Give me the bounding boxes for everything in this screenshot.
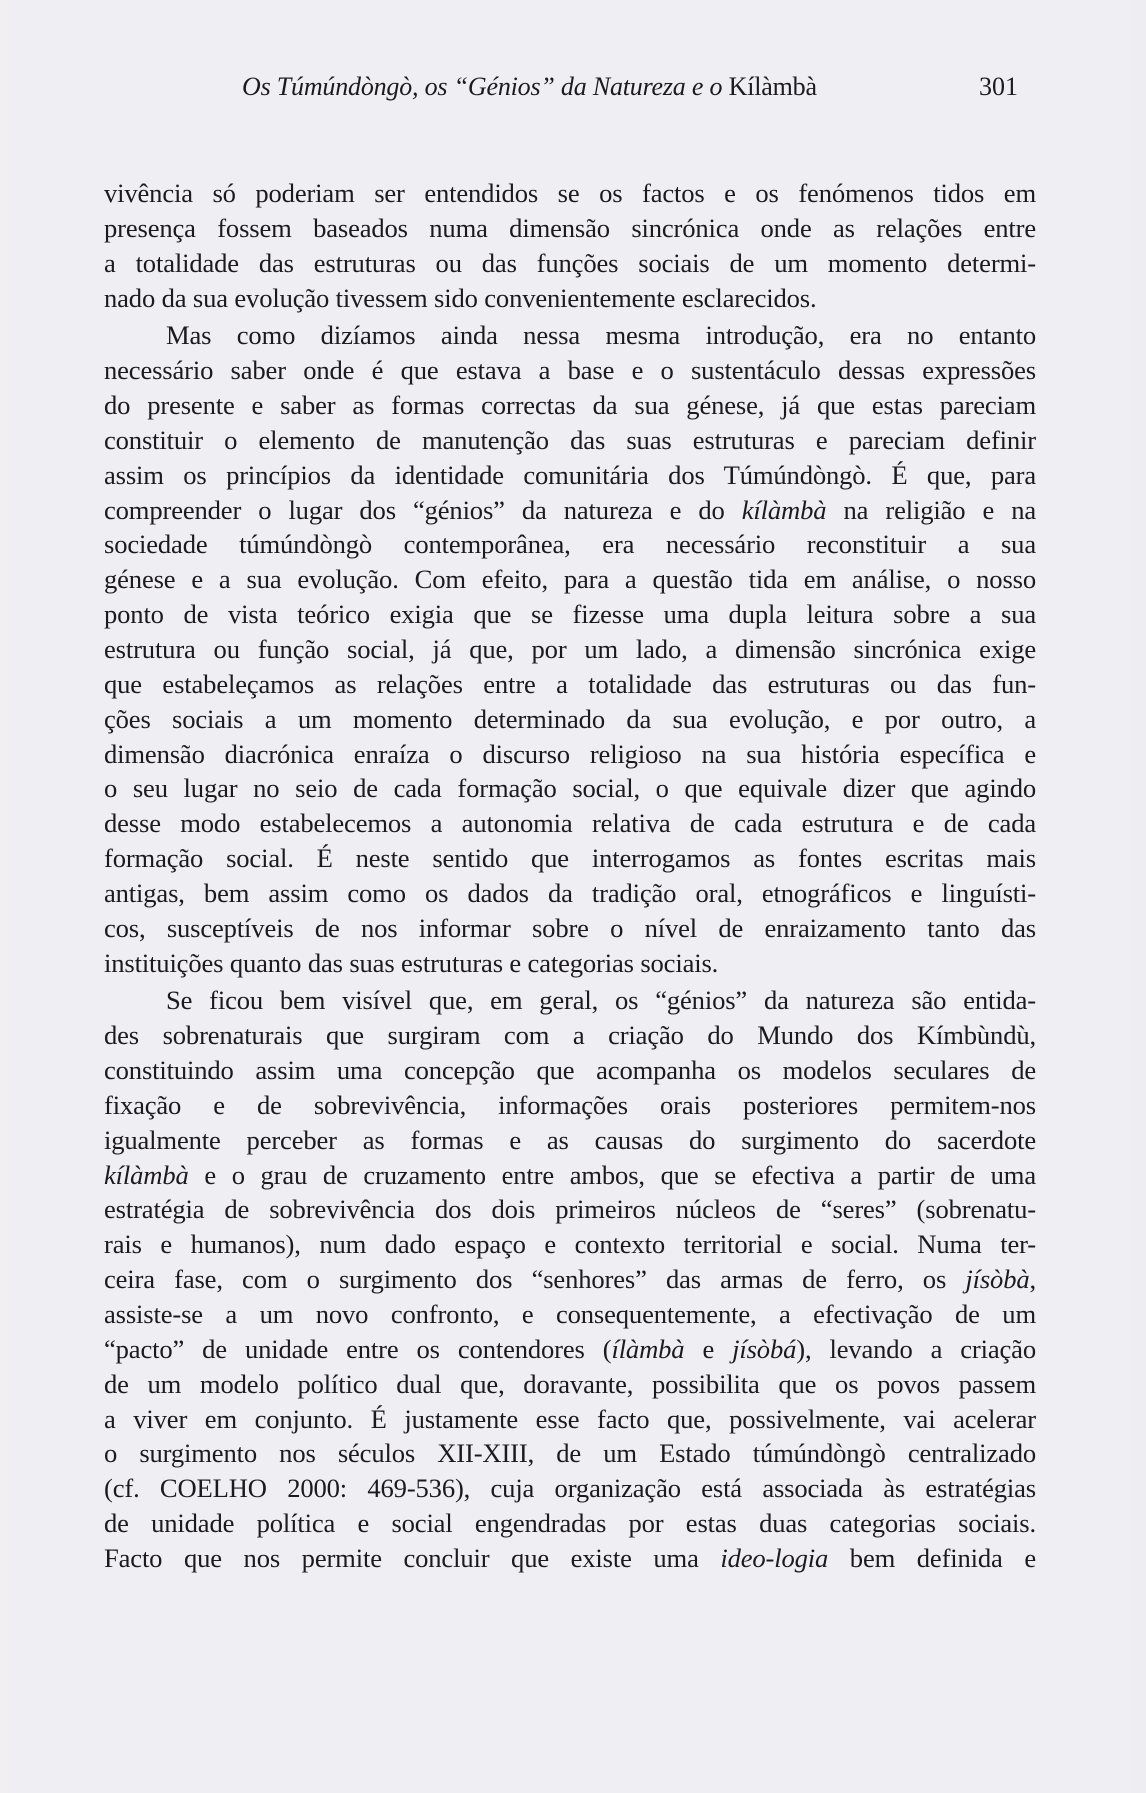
text-segment: de unidade política e social engendradas por estas duas categorias sociais.	[104, 1508, 1036, 1539]
text-segment: assiste-se a um novo confronto, e consequentemente, a efectivação de um	[104, 1299, 1036, 1329]
text-segment: e o grau de cruzamento entre ambos, que se efectiva a partir de uma	[188, 1159, 1036, 1190]
body-text	[104, 176, 1036, 1576]
text-line	[104, 493, 1036, 528]
text-line	[104, 737, 1036, 772]
text-line	[104, 632, 1036, 667]
running-title-upright: Kílàmbà	[728, 72, 817, 101]
text-line	[104, 983, 1036, 1018]
text-segment: dimensão diacrónica enraíza o discurso religioso na sua história específica e	[104, 738, 1036, 769]
text-segment: o seu lugar no seio de cada formação social, o que equivale dizer que agindo	[104, 773, 1036, 804]
paragraph	[104, 983, 1036, 1575]
text-line	[104, 1471, 1036, 1506]
text-segment: (cf. COELHO 2000: 469-536), cuja organização está associada às estratégias	[104, 1473, 1036, 1504]
text-segment: estrutura ou função social, já que, por um lado, a dimensão sincrónica exige	[104, 633, 1036, 664]
text-line	[104, 1018, 1036, 1053]
text-segment: necessário saber onde é que estava a base e o sustentáculo dessas expressões	[104, 355, 1036, 386]
text-line	[104, 1192, 1036, 1227]
text-segment: sociedade túmúndòngò contemporânea, era necessário reconstituir a sua	[104, 529, 1036, 560]
text-line	[104, 1227, 1036, 1262]
text-segment: fixação e de sobrevivência, informações orais posteriores permitem-nos	[104, 1089, 1036, 1120]
text-line	[104, 388, 1036, 423]
paragraph	[104, 318, 1036, 980]
text-segment: “pacto” de unidade entre os contendores (	[104, 1333, 612, 1364]
text-line	[104, 911, 1036, 946]
text-line	[104, 1402, 1036, 1437]
text-line	[104, 353, 1036, 388]
running-title-italic: Os Túmúndòngò, os “Génios” da Natureza e o	[242, 72, 729, 101]
text-line	[104, 597, 1036, 632]
text-line	[104, 1436, 1036, 1471]
text-segment: Facto que nos permite concluir que existe uma	[104, 1542, 721, 1573]
text-segment: estratégia de sobrevivência dos dois primeiros núcleos de “seres” (sobrenatu-	[104, 1194, 1036, 1225]
italic-term: kílàmbà	[741, 494, 827, 525]
running-title	[242, 70, 817, 104]
text-line	[104, 562, 1036, 597]
text-segment: igualmente perceber as formas e as causas do surgimento do sacerdote	[104, 1124, 1036, 1155]
text-line	[104, 1262, 1036, 1297]
text-line	[104, 702, 1036, 737]
text-line	[104, 946, 1036, 981]
italic-term: jísòbá	[732, 1333, 797, 1364]
text-segment: do presente e saber as formas correctas da sua génese, já que estas pareciam	[104, 390, 1036, 421]
text-segment: Se ficou bem visível que, em geral, os “génios” da natureza são entida-	[166, 985, 1036, 1016]
text-segment: de um modelo político dual que, doravante, possibilita que os povos passem	[104, 1368, 1036, 1399]
text-segment: o surgimento nos séculos XII-XIII, de um Estado túmúndòngò centralizado	[104, 1438, 1036, 1469]
text-line	[104, 211, 1036, 246]
text-segment: constituir o elemento de manutenção das suas estruturas e pareciam definir	[104, 424, 1036, 455]
text-line	[104, 1541, 1036, 1576]
text-segment: que estabeleçamos as relações entre a totalidade das estruturas ou das fun-	[104, 668, 1036, 699]
text-line	[104, 771, 1036, 806]
text-line	[104, 1053, 1036, 1088]
text-segment: na religião e na	[826, 494, 1036, 525]
text-line	[104, 841, 1036, 876]
page-number: 301	[979, 72, 1018, 101]
text-segment: génese e a sua evolução. Com efeito, para a questão tida em análise, o nosso	[104, 564, 1036, 595]
text-segment: a totalidade das estruturas ou das funções sociais de um momento determi-	[104, 247, 1036, 278]
text-segment: ceira fase, com o surgimento dos “senhores” das armas de ferro, os	[104, 1264, 966, 1295]
text-segment: presença fossem baseados numa dimensão sincrónica onde as relações entre	[104, 212, 1036, 243]
text-line	[104, 458, 1036, 493]
text-line	[104, 806, 1036, 841]
italic-term: ideo-logia	[720, 1542, 829, 1573]
text-segment: desse modo estabelecemos a autonomia relativa de cada estrutura e de cada	[104, 808, 1036, 839]
running-header	[104, 70, 1036, 104]
text-line	[104, 246, 1036, 281]
text-line	[104, 527, 1036, 562]
text-segment: compreender o lugar dos “génios” da natureza e do	[104, 494, 742, 525]
italic-term: ílàmbà	[611, 1333, 685, 1364]
text-segment: vivência só poderiam ser entendidos se os factos e os fenómenos tidos em	[104, 178, 1036, 208]
italic-term: kílàmbà	[104, 1159, 189, 1190]
text-segment: a viver em conjunto. É justamente esse facto que, possivelmente, vai acelerar	[104, 1403, 1036, 1434]
text-segment: ,	[1029, 1264, 1036, 1295]
text-line	[104, 176, 1036, 211]
text-line	[104, 667, 1036, 702]
text-segment: cos, susceptíveis de nos informar sobre o nível de enraizamento tanto das	[104, 912, 1036, 943]
text-segment: formação social. É neste sentido que interrogamos as fontes escritas mais	[104, 843, 1036, 874]
text-segment: Mas como dizíamos ainda nessa mesma introdução, era no entanto	[166, 320, 1036, 351]
text-line	[104, 423, 1036, 458]
text-line	[104, 1297, 1036, 1332]
text-line	[104, 1506, 1036, 1541]
text-segment: ções sociais a um momento determinado da sua evolução, e por outro, a	[104, 703, 1036, 734]
text-segment: nado da sua evolução tivessem sido convenientemente esclarecidos.	[104, 282, 817, 313]
text-line	[104, 281, 1036, 316]
text-segment: rais e humanos), num dado espaço e contexto territorial e social. Numa ter-	[104, 1229, 1036, 1260]
text-segment: e	[684, 1333, 733, 1364]
text-segment: ponto de vista teórico exigia que se fizesse uma dupla leitura sobre a sua	[104, 599, 1036, 630]
text-segment: assim os princípios da identidade comunitária dos Túmúndòngò. É que, para	[104, 459, 1036, 490]
text-segment: des sobrenaturais que surgiram com a criação do Mundo dos Kímbùndù,	[104, 1020, 1036, 1051]
text-line	[104, 1158, 1036, 1193]
text-line	[104, 1088, 1036, 1123]
text-segment: instituições quanto das suas estruturas e categorias sociais.	[104, 947, 719, 978]
italic-term: jísòbà	[965, 1264, 1030, 1295]
text-line	[104, 1367, 1036, 1402]
text-line	[104, 1332, 1036, 1367]
text-segment: antigas, bem assim como os dados da tradição oral, etnográficos e linguísti-	[104, 877, 1036, 908]
text-segment: ), levando a criação	[796, 1333, 1036, 1364]
text-line	[104, 1123, 1036, 1158]
text-line	[104, 876, 1036, 911]
text-line	[104, 318, 1036, 353]
text-segment: bem definida e	[828, 1542, 1036, 1573]
text-segment: constituindo assim uma concepção que acompanha os modelos seculares de	[104, 1055, 1036, 1086]
paragraph	[104, 176, 1036, 315]
